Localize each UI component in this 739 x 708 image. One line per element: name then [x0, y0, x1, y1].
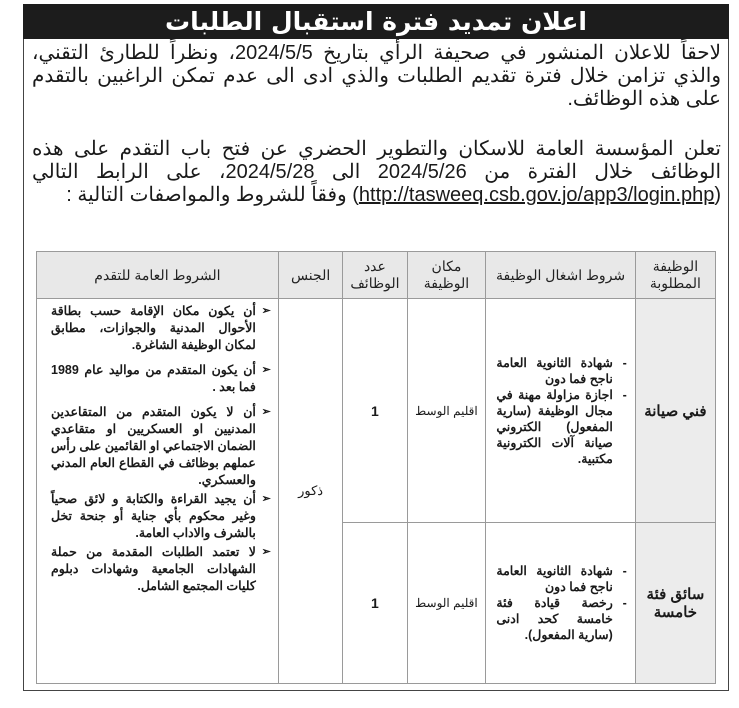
condition-item: ➢ أن يكون مكان الإقامة حسب بطاقة الأحوال المدنية والجوازات، مطابق لمكان الوظيفة الشاغرة. [51, 303, 256, 354]
header-gender: الجنس [278, 252, 342, 299]
general-conditions [37, 299, 279, 684]
condition-item: ➢ أن يجيد القراءة والكتابة و لائق صحياً وغير محكوم بأي جناية أو جنحة تخل بالشرف والاداب العامة. [51, 491, 256, 542]
job-requirements [486, 299, 635, 523]
job-title: سائق فئة خامسة [635, 523, 715, 684]
job-location: اقليم الوسط [407, 523, 486, 684]
header-job: الوظيفة المطلوبة [635, 252, 715, 299]
requirement-item: - شهادة الثانوية العامة ناجح فما دون [496, 563, 612, 595]
job-count: 1 [343, 299, 407, 523]
condition-item: ➢ لا تعتمد الطلبات المقدمة من حملة الشهادات الجامعية وشهادات دبلوم كليات المجتمع الشامل. [51, 544, 256, 595]
job-location: اقليم الوسط [407, 299, 486, 523]
job-requirements [486, 523, 635, 684]
gender-cell: ذكور [278, 299, 342, 684]
application-link[interactable]: http://tasweeq.csb.gov.jo/app3/login.php [358, 184, 715, 206]
intro-paragraph: لاحقاً للاعلان المنشور في صحيفة الرأي بتاريخ 2024/5/5، ونظراً للطارئ التقني، والذي تزامن خلال فترة تقديم الطلبات والذي ادى الى عدم تمكن الراغبين بالتقدم على هذه الوظائف. [32, 42, 721, 110]
header-requirements: شروط اشغال الوظيفة [486, 252, 635, 299]
condition-item: ➢ أن لا يكون المتقدم من المتقاعدين المدنيين او العسكريين او متقاعدي الضمان الاجتماعي او القائمين على رأس عملهم بوظائف في القطاع العام المدني والعسكري. [51, 404, 256, 489]
requirement-item: - اجازة مزاولة مهنة في مجال الوظيفة (سارية المفعول) الكتروني صيانة آلات الكترونية مكتبية. [496, 387, 612, 467]
requirement-item: - شهادة الثانوية العامة ناجح فما دون [496, 355, 612, 387]
header-count: عدد الوظائف [343, 252, 407, 299]
table-row [37, 299, 716, 523]
job-count: 1 [343, 523, 407, 684]
condition-item: ➢ أن يكون المتقدم من مواليد عام 1989 فما بعد . [51, 362, 256, 396]
header-general-conditions: الشروط العامة للتقدم [37, 252, 279, 299]
announcement-title: اعلان تمديد فترة استقبال الطلبات [23, 4, 729, 39]
details-paragraph [32, 138, 721, 207]
details-text-end: ) وفقاً للشروط والمواصفات التالية : [66, 184, 359, 206]
details-text-start: تعلن المؤسسة العامة للاسكان والتطوير الحضري عن فتح باب التقدم على هذه الوظائف خلال الفترة من 2024/5/26 الى 2024/5/28، على الرابط التالي ( [32, 138, 722, 206]
job-title: فني صيانة [635, 299, 715, 523]
table-header-row [37, 252, 716, 299]
jobs-table [36, 251, 716, 684]
header-location: مكان الوظيفة [407, 252, 486, 299]
requirement-item: - رخصة قيادة فئة خامسة كحد ادنى (سارية المفعول). [496, 595, 612, 643]
